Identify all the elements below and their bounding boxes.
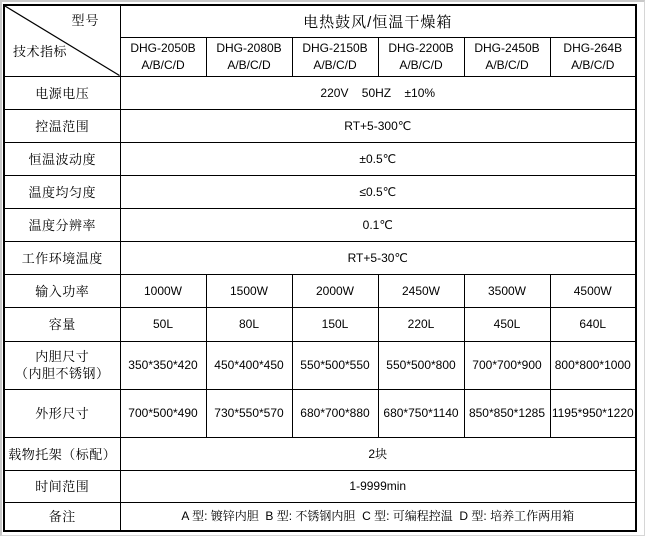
model-cell xyxy=(378,37,464,76)
value-temp-fluctuation: ±0.5℃ xyxy=(120,142,636,175)
value-working-env-temp: RT+5-30℃ xyxy=(120,241,636,274)
table-row xyxy=(4,5,636,37)
model-cell xyxy=(120,37,206,76)
value-capacity: 50L xyxy=(120,307,206,341)
model-number: DHG-2050B xyxy=(130,40,196,55)
value-shelves: 2块 xyxy=(120,437,636,470)
corner-label-model: 型号 xyxy=(71,13,100,28)
value-input-power: 1500W xyxy=(206,274,292,307)
table-row xyxy=(4,470,636,502)
model-number: DHG-2450B xyxy=(474,40,540,55)
value-inner-size: 550*500*550 xyxy=(292,341,378,389)
value-capacity: 80L xyxy=(206,307,292,341)
model-variants: A/B/C/D xyxy=(571,57,615,72)
row-label-working-env-temp: 工作环境温度 xyxy=(4,241,120,274)
row-label-temp-fluctuation: 恒温波动度 xyxy=(4,142,120,175)
table-row xyxy=(4,389,636,437)
value-outer-size: 700*500*490 xyxy=(120,389,206,437)
table-row xyxy=(4,341,636,389)
value-inner-size: 550*500*800 xyxy=(378,341,464,389)
value-inner-size: 800*800*1000 xyxy=(550,341,636,389)
row-label-remarks: 备注 xyxy=(4,502,120,531)
value-inner-size: 700*700*900 xyxy=(464,341,550,389)
diagonal-header-cell xyxy=(4,5,120,76)
product-title: 电热鼓风/恒温干燥箱 xyxy=(303,13,453,31)
value-capacity: 220L xyxy=(378,307,464,341)
model-number: DHG-264B xyxy=(563,40,623,55)
value-input-power: 2450W xyxy=(378,274,464,307)
table-row xyxy=(4,307,636,341)
model-number: DHG-2080B xyxy=(216,40,282,55)
table-row xyxy=(4,502,636,531)
model-cell xyxy=(464,37,550,76)
value-input-power: 3500W xyxy=(464,274,550,307)
table-row xyxy=(4,109,636,142)
value-temp-resolution: 0.1℃ xyxy=(120,208,636,241)
model-variants: A/B/C/D xyxy=(313,57,357,72)
row-label-shelves: 载物托架（标配） xyxy=(4,437,120,470)
value-temp-uniformity: ≤0.5℃ xyxy=(120,175,636,208)
table-row xyxy=(4,175,636,208)
value-input-power: 1000W xyxy=(120,274,206,307)
value-outer-size: 730*550*570 xyxy=(206,389,292,437)
row-label-power-supply: 电源电压 xyxy=(4,76,120,109)
model-cell xyxy=(292,37,378,76)
row-label-inner-size: 内胆尺寸 （内胆不锈钢） xyxy=(4,341,120,389)
value-outer-size: 850*850*1285 xyxy=(464,389,550,437)
model-variants: A/B/C/D xyxy=(227,57,271,72)
row-label-outer-size: 外形尺寸 xyxy=(4,389,120,437)
value-input-power: 4500W xyxy=(550,274,636,307)
table-row xyxy=(4,76,636,109)
model-cell xyxy=(206,37,292,76)
value-power-supply: 220V 50HZ ±10% xyxy=(120,76,636,109)
value-inner-size: 350*350*420 xyxy=(120,341,206,389)
table-row xyxy=(4,274,636,307)
value-temp-range: RT+5-300℃ xyxy=(120,109,636,142)
value-outer-size: 680*750*1140 xyxy=(378,389,464,437)
product-title-cell xyxy=(120,5,636,37)
model-variants: A/B/C/D xyxy=(485,57,529,72)
row-label-input-power: 输入功率 xyxy=(4,274,120,307)
value-capacity: 150L xyxy=(292,307,378,341)
value-inner-size: 450*400*450 xyxy=(206,341,292,389)
table-row xyxy=(4,241,636,274)
value-capacity: 640L xyxy=(550,307,636,341)
model-number: DHG-2200B xyxy=(388,40,454,55)
table-row xyxy=(4,142,636,175)
row-label-temp-range: 控温范围 xyxy=(4,109,120,142)
product-spec-table xyxy=(3,4,637,532)
row-label-temp-uniformity: 温度均匀度 xyxy=(4,175,120,208)
row-label-temp-resolution: 温度分辨率 xyxy=(4,208,120,241)
row-label-capacity: 容量 xyxy=(4,307,120,341)
value-capacity: 450L xyxy=(464,307,550,341)
value-time-range: 1-9999min xyxy=(120,470,636,502)
row-label-time-range: 时间范围 xyxy=(4,470,120,502)
table-row xyxy=(4,437,636,470)
model-variants: A/B/C/D xyxy=(141,57,185,72)
model-variants: A/B/C/D xyxy=(399,57,443,72)
value-outer-size: 1195*950*1220 xyxy=(550,389,636,437)
value-outer-size: 680*700*880 xyxy=(292,389,378,437)
model-number: DHG-2150B xyxy=(302,40,368,55)
value-input-power: 2000W xyxy=(292,274,378,307)
value-remarks: A 型: 镀锌内胆 B 型: 不锈钢内胆 C 型: 可编程控温 D 型: 培养工作两用箱 xyxy=(120,502,636,531)
corner-label-tech-spec: 技术指标 xyxy=(13,43,68,59)
model-cell xyxy=(550,37,636,76)
table-row xyxy=(4,208,636,241)
